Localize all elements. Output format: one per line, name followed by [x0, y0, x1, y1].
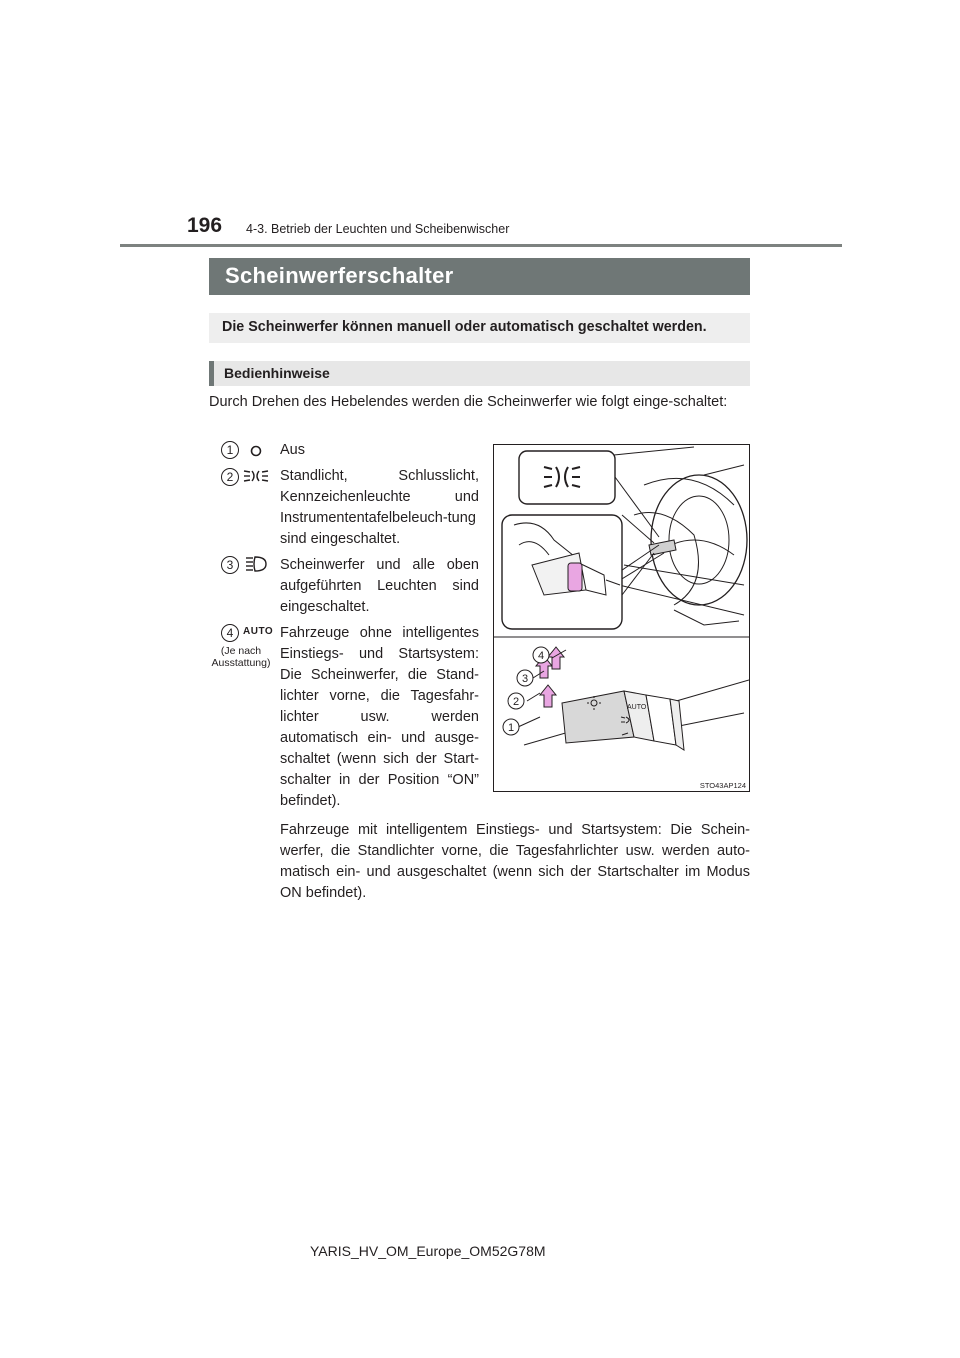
title-bar [209, 258, 750, 295]
callout-2: 2 [512, 696, 520, 708]
illustration-figure [493, 444, 750, 792]
auto-icon: AUTO [243, 626, 274, 637]
lead-paragraph: Durch Drehen des Hebelendes werden die Scheinwerfer wie folgt einge-schaltet: [209, 394, 728, 410]
item-number: 4 [221, 624, 239, 642]
intro-text: Die Scheinwerfer können manuell oder automatisch geschaltet werden. [222, 319, 707, 335]
headlight-switch-illustration [494, 445, 750, 792]
headlight-icon [244, 554, 268, 574]
subsection-bar [209, 361, 750, 386]
figure-code: STO43AP124 [699, 781, 746, 790]
closing-paragraph: Fahrzeuge mit intelligentem Einstiegs- und Startsystem: Die Schein-werfer, die Standlichter vorne, die Tagesfahrlichter usw. werden auto-matisch ein- und ausgeschaltet (wenn sich der Startschalter im Modus ON befindet). [280, 822, 750, 901]
section-breadcrumb: 4-3. Betrieb der Leuchten und Scheibenwischer [246, 222, 510, 236]
page-number: 196 [187, 214, 223, 237]
page-title: Scheinwerferschalter [225, 263, 454, 288]
callout-3: 3 [521, 673, 529, 685]
callout-1: 1 [507, 722, 515, 734]
item-text: Fahrzeuge ohne intelligentes Einstiegs- und Startsystem: Die Scheinwerfer, die Stand-lichter vorne, die Tagesfahr-lichter usw. werden automatisch ein- und ausge-schaltet (wenn sich der Start-schalter in der Position “ON” befindet). [280, 625, 479, 809]
callout-4: 4 [537, 650, 545, 662]
item-number: 1 [221, 441, 239, 459]
item-number: 2 [221, 468, 239, 486]
item-text: Standlicht, Schlusslicht, Kennzeichenleuchte und Instrumententafelbeleuch-tung sind eingeschaltet. [280, 468, 479, 547]
item-text: Aus [280, 442, 305, 458]
item-number: 3 [221, 556, 239, 574]
figure-auto-label: AUTO [627, 704, 647, 711]
item-text: Scheinwerfer und alle oben aufgeführten Leuchten sind eingeschaltet. [280, 557, 479, 615]
off-circle-icon [249, 444, 263, 458]
subsection-accent [209, 361, 214, 386]
footer-document-id: YARIS_HV_OM_Europe_OM52G78M [310, 1243, 546, 1259]
header-divider [120, 244, 842, 247]
side-lights-icon [242, 467, 270, 485]
availability-note: (Je nach Ausstattung) [211, 645, 271, 669]
intro-box [209, 313, 750, 343]
subsection-title: Bedienhinweise [224, 365, 330, 381]
